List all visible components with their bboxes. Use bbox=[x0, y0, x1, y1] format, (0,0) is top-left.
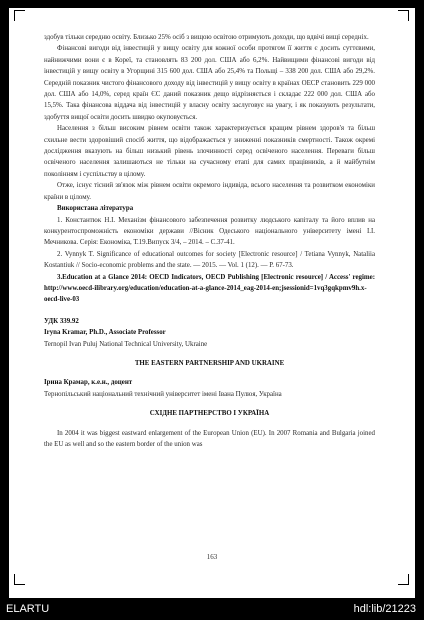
author-en: Iryna Kramar, Ph.D., Associate Professor bbox=[44, 329, 166, 337]
reference-item-2: 2. Vynnyk T. Significance of educational outcomes for society [Electronic resource] / Tetiana Vynnyk, Nataliia Kostantiuk // Socio-economic problems and the state. — 2015. — Vol. 1 (12). — P. 67-73. bbox=[44, 250, 375, 270]
page-content bbox=[44, 32, 375, 450]
crop-mark-top-left bbox=[14, 10, 25, 21]
title-en: THE EASTERN PARTNERSHIP AND UKRAINE bbox=[134, 359, 285, 367]
affiliation-uk: Тернопільський національний технічний університет імені Івана Пулюя, Україна bbox=[44, 390, 282, 398]
paragraph-continued: здобув тільки середню освіту. Близько 25% осіб з вищою освітою отримують доходи, що вдвічі вищі середніх. bbox=[44, 34, 369, 41]
references-heading: Використана література bbox=[57, 205, 134, 213]
affiliation-en: Ternopil Ivan Puluj National Technical University, Ukraine bbox=[44, 340, 208, 348]
udc-code: УДК 339.92 bbox=[44, 317, 79, 325]
footer-repository-label: ELARTU bbox=[6, 603, 50, 615]
reference-item-1: 1. Константюк Н.І. Механізм фінансового забезпечення розвитку людського капіталу та його вплив на конкурентоспроможність економіки держави //Вісник Одеського національного університету імені І.І. Мечникова. Серія: Економіка, Т.19.Випуск 3/4, – 2014. – С.37-41. bbox=[44, 216, 375, 247]
references-section bbox=[44, 203, 375, 306]
page-number: 163 bbox=[206, 553, 218, 561]
author-uk: Ірина Крамар, к.е.н., доцент bbox=[44, 379, 133, 387]
paragraph-health: Населення з більш високим рівнем освіти також характеризується кращим рівнем здоров'я та більш схильне вести здоровіший спосіб життя, що відображається у зниженні показників смертності. Також окремі дослідження вказують на більш низький рівень злочинності серед освіченого населення. Переваги більш освіченого населення залишаються не тільки на сучасному етапі для самих працівників, а й майбутнім поколінням і суспільству в цілому. bbox=[44, 125, 375, 178]
footer-handle: hdl:lib/21223 bbox=[353, 603, 416, 615]
crop-mark-bottom-left bbox=[14, 574, 25, 585]
article-header bbox=[44, 316, 375, 451]
paragraph-conclusion: Отже, існує тісний зв'язок між рівнем освіти окремого індивіда, всього населення та розвитком економіки країни в цілому. bbox=[44, 182, 375, 201]
paragraph-financial-benefits: Фінансові вигоди від інвестицій у вищу освіту для кожної особи протягом її життя є досить суттєвими, найнижчими вони є в Кореї, та становлять 83 200 дол. США або 6,2%. Найвищими фінансові вигоди від інвестицій у вищу освіту в Угорщині 315 600 дол. США або 25,4% та Польщі – 338 200 дол. США або 29,2%. Середній показник чистого фінансового доходу від інвестицій у вищу освіту в країнах ОЕСР становить 229 000 дол. США або 14,0%, серед країн ЄС даний показник дещо відрізняється і складає 222 000 дол. США або 15,5%. Така фінансова віддача від інвестицій у власну освіту заслуговує на увагу, і як показують результати, здобуття вищої освіти досить швидко окуповується. bbox=[44, 45, 375, 121]
crop-mark-top-right bbox=[398, 10, 409, 21]
crop-mark-bottom-right bbox=[398, 574, 409, 585]
reference-item-3: 3.Education at a Glance 2014: OECD Indicators, OECD Publishing [Electronic resource] / Access' regime: http://www.oecd-ilibrary.org/education/education-at-a-glance-2014_eag-2014-en;jsessionid=1vq3gqkpmv9h.x-oecd-live-03 bbox=[44, 273, 375, 304]
article-intro: In 2004 it was biggest eastward enlargement of the European Union (EU). In 2007 Romania and Bulgaria joined the EU as well and so the eastern border of the union was bbox=[44, 429, 375, 448]
title-uk: СХІДНЕ ПАРТНЕРСТВО І УКРАЇНА bbox=[149, 410, 270, 418]
